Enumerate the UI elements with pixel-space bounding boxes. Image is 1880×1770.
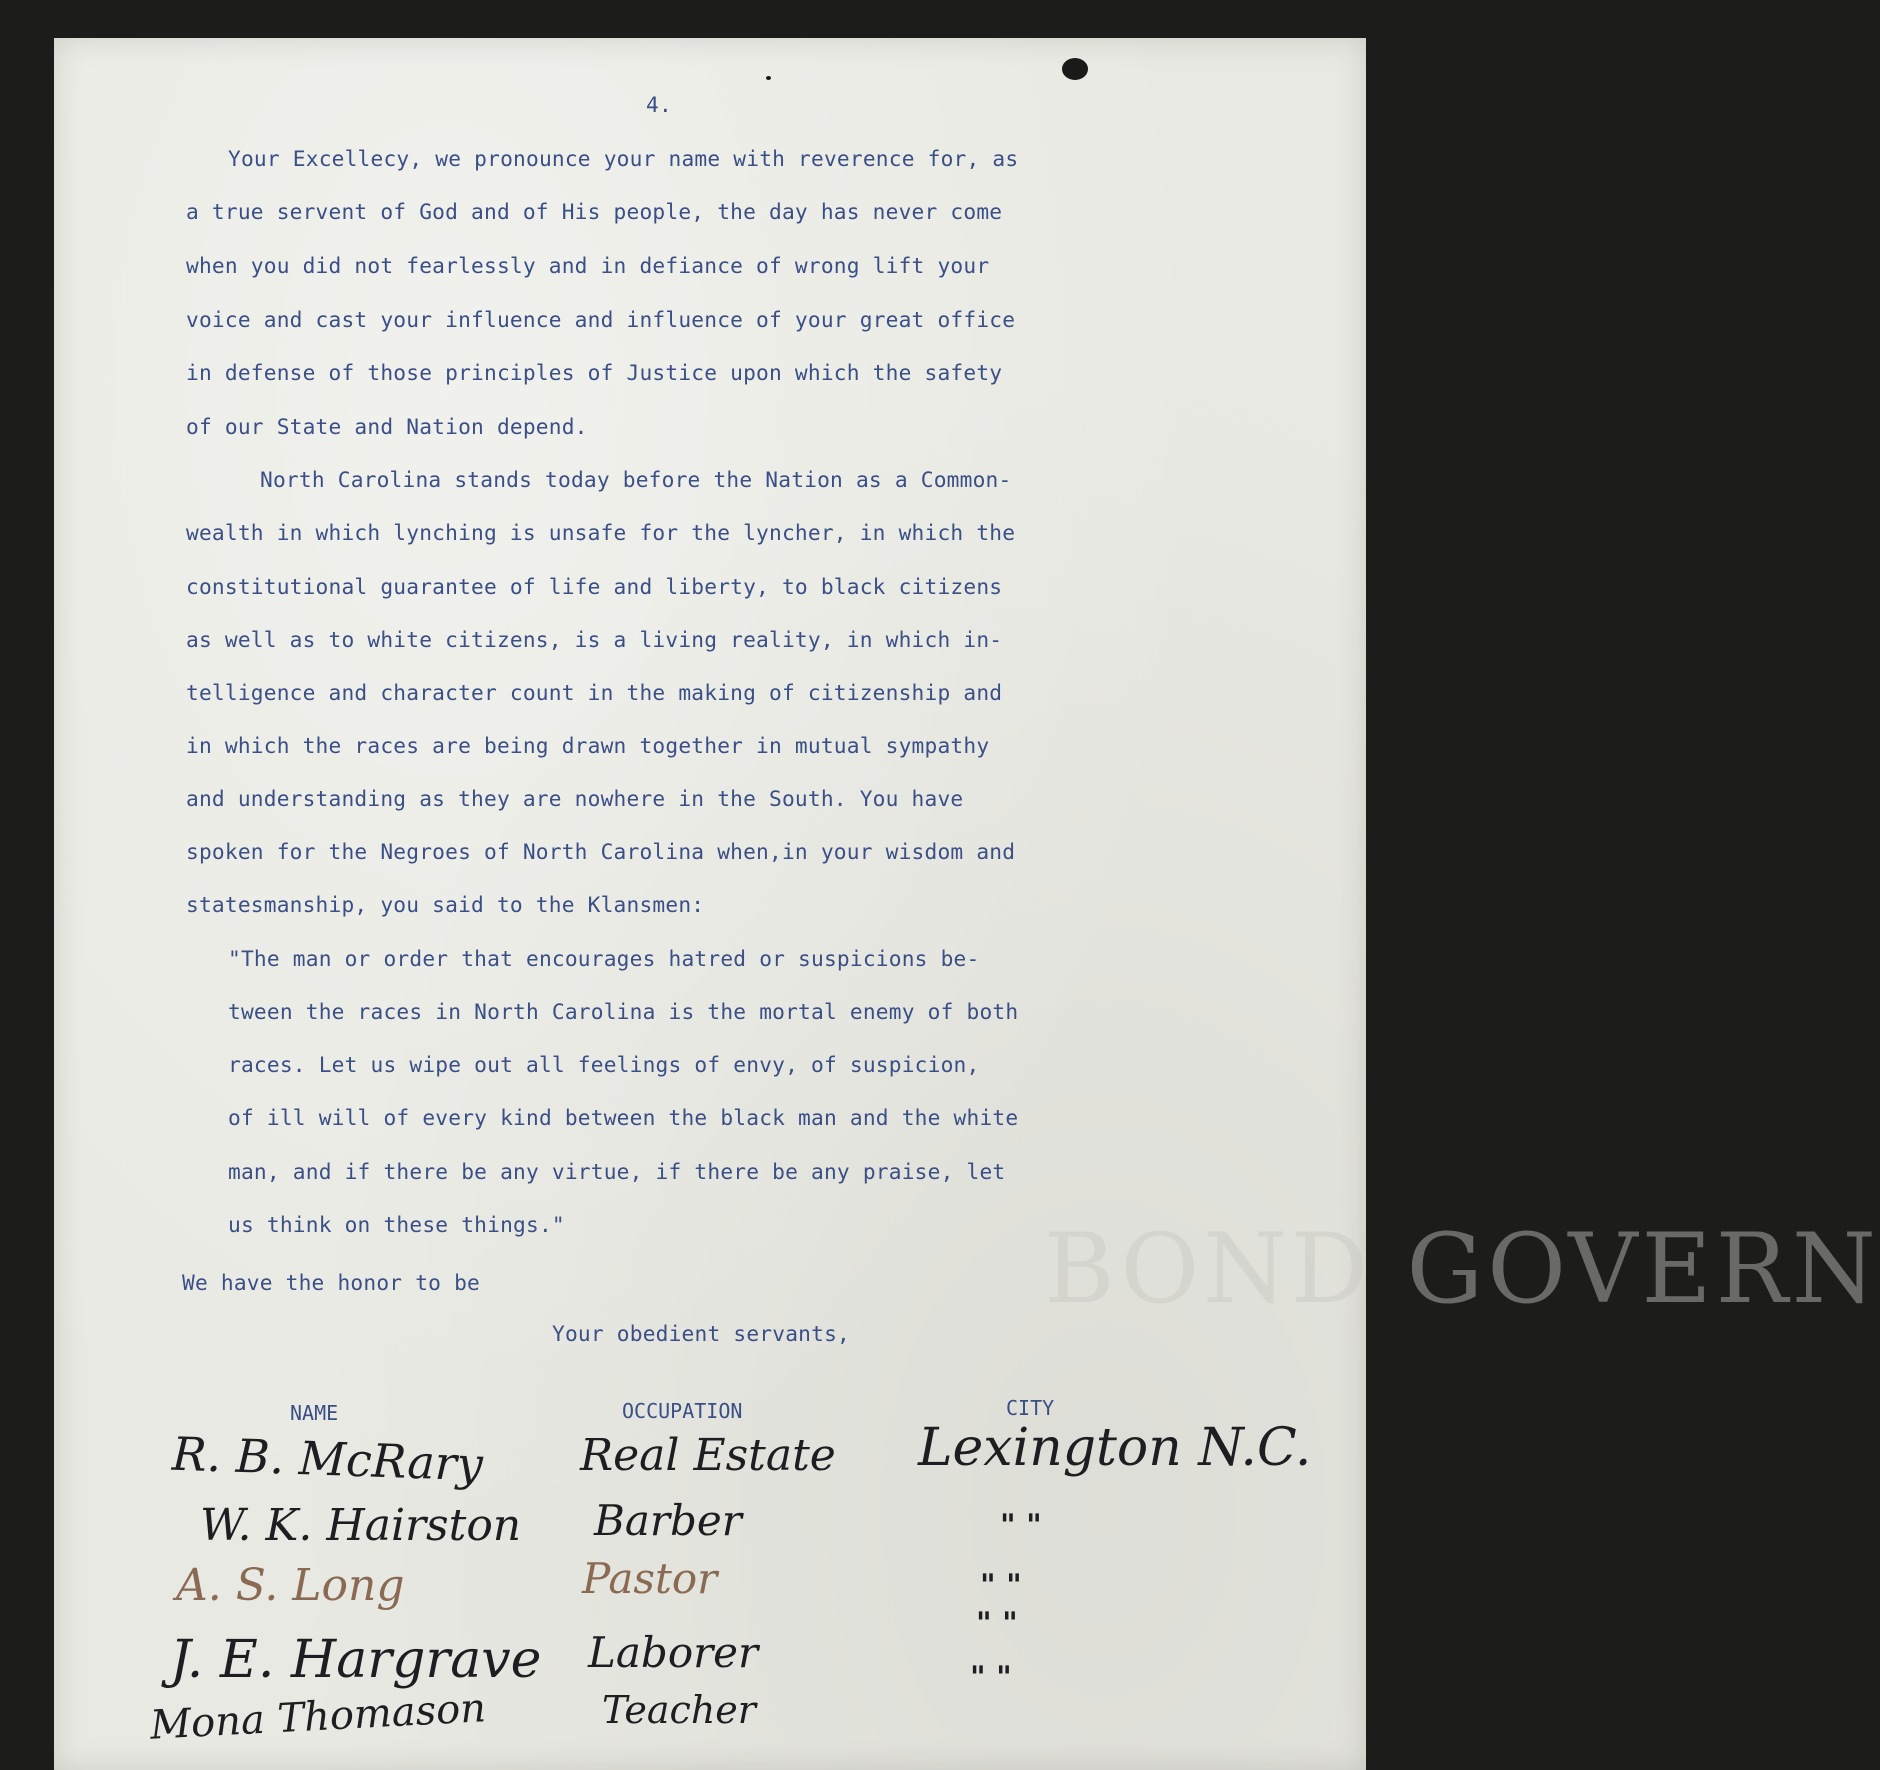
ditto-mark: " "	[976, 1606, 1018, 1641]
signature-name: W. K. Hairston	[200, 1500, 522, 1551]
quote-line: man, and if there be any virtue, if there be any praise, let	[228, 1159, 1006, 1184]
paragraph-1-line: Your Excellecy, we pronounce your name with reverence for, as	[228, 146, 1019, 171]
paragraph-1-line: voice and cast your influence and influence of your great office	[186, 307, 1016, 332]
paragraph-2-line: in which the races are being drawn together in mutual sympathy	[186, 733, 990, 758]
paragraph-1-line: in defense of those principles of Justice upon which the safety	[186, 360, 1003, 385]
paragraph-2-line: as well as to white citizens, is a living reality, in which in-	[186, 627, 1003, 652]
quote-line: us think on these things."	[228, 1212, 565, 1237]
signature-occupation: Real Estate	[580, 1430, 836, 1481]
signature-occupation: Pastor	[582, 1554, 718, 1603]
quote-line: races. Let us wipe out all feelings of envy, of suspicion,	[228, 1052, 980, 1077]
page-number: 4.	[646, 92, 672, 117]
signature-name: A. S. Long	[176, 1560, 405, 1611]
closing-honor: We have the honor to be	[182, 1270, 480, 1295]
paragraph-1-line: a true servent of God and of His people, the day has never come	[186, 199, 1003, 224]
paragraph-2-line: statesmanship, you said to the Klansmen:	[186, 892, 705, 917]
paragraph-2-line: spoken for the Negroes of North Carolina when,in your wisdom and	[186, 839, 1016, 864]
quote-line: "The man or order that encourages hatred or suspicions be-	[228, 946, 980, 971]
signature-name: J. E. Hargrave	[170, 1630, 542, 1690]
paragraph-1-line: when you did not fearlessly and in defiance of wrong lift your	[186, 253, 990, 278]
column-header-occupation: OCCUPATION	[622, 1399, 743, 1423]
ditto-mark: " "	[980, 1568, 1022, 1603]
letterhead-watermark: BOND GOVERN	[1044, 1213, 1880, 1325]
signature-occupation: Laborer	[588, 1628, 759, 1677]
paragraph-2-line: wealth in which lynching is unsafe for the lyncher, in which the	[186, 520, 1016, 545]
signature-name: Mona Thomason	[149, 1685, 488, 1749]
paragraph-2-line: constitutional guarantee of life and liberty, to black citizens	[186, 574, 1003, 599]
quote-line: of ill will of every kind between the black man and the white	[228, 1105, 1019, 1130]
paragraph-1-line: of our State and Nation depend.	[186, 414, 588, 439]
column-header-name: NAME	[290, 1401, 339, 1425]
ditto-mark: " "	[1000, 1508, 1042, 1543]
quote-line: tween the races in North Carolina is the mortal enemy of both	[228, 999, 1019, 1024]
signature-occupation: Teacher	[602, 1688, 756, 1732]
signature-occupation: Barber	[594, 1496, 742, 1545]
column-header-city: CITY	[1006, 1396, 1055, 1420]
signature-city: Lexington N.C.	[918, 1418, 1312, 1478]
signature-name: R. B. McRary	[171, 1426, 484, 1492]
ditto-mark: " "	[970, 1660, 1012, 1695]
paragraph-2-line: North Carolina stands today before the Nation as a Common-	[260, 467, 1012, 492]
paragraph-2-line: telligence and character count in the making of citizenship and	[186, 680, 1003, 705]
paragraph-2-line: and understanding as they are nowhere in the South. You have	[186, 786, 964, 811]
closing-servants: Your obedient servants,	[552, 1321, 850, 1346]
